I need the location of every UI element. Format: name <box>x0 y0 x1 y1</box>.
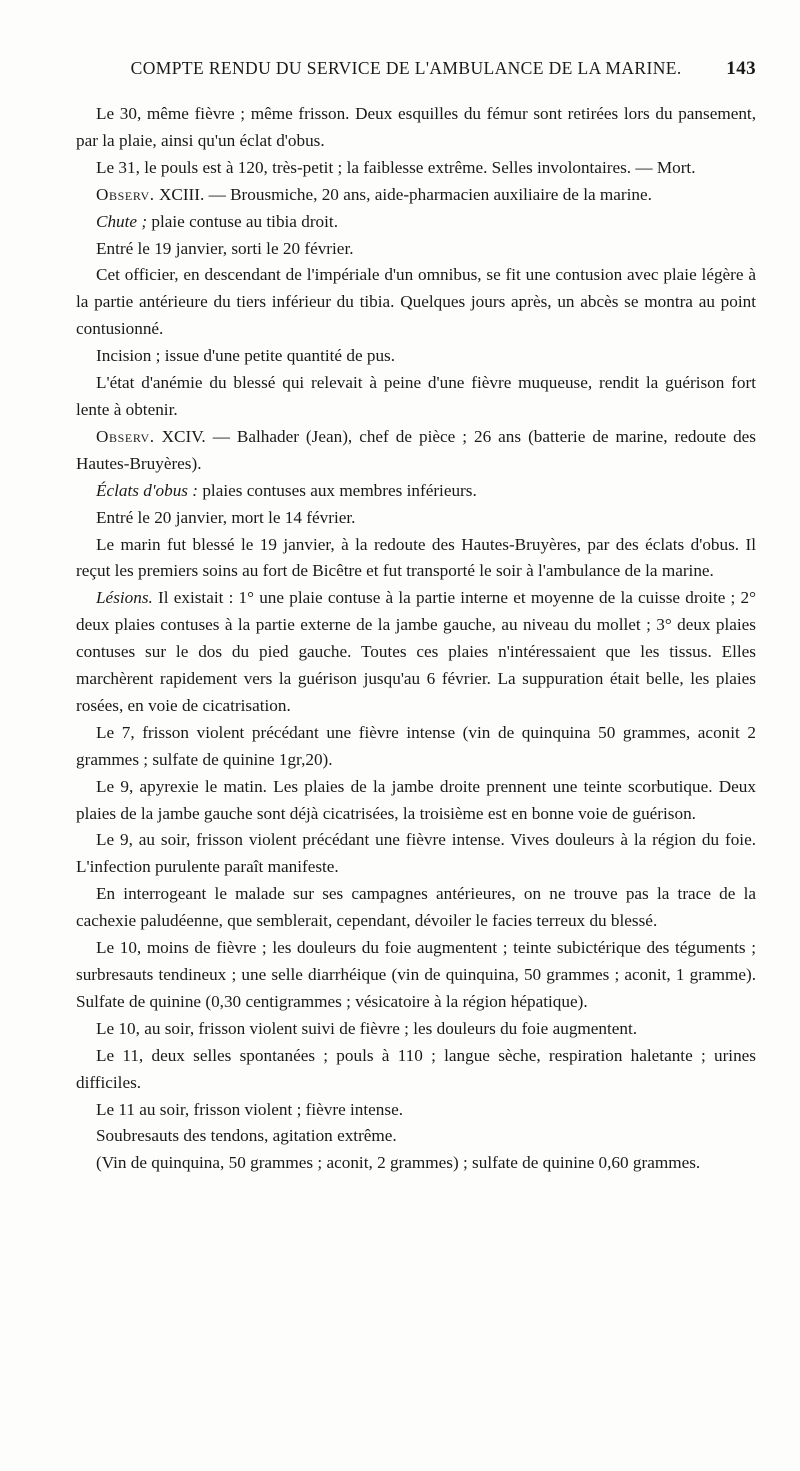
lesions-label: Lésions. <box>96 588 153 608</box>
paragraph: Le 30, même fièvre ; même frisson. Deux esquilles du fémur sont retirées lors du pansement, par la plaie, ainsi qu'un éclat d'obus. <box>76 104 756 150</box>
paragraph: Éclats d'obus : plaies contuses aux membres inférieurs. <box>96 480 477 500</box>
diagnosis-label: Éclats d'obus : <box>96 480 199 500</box>
text-body <box>76 101 756 1177</box>
paragraph: Le marin fut blessé le 19 janvier, à la redoute des Hautes-Bruyères, par des éclats d'obus. Il reçut les premiers soins au fort de Bicêtre et fut transporté le soir à l'ambulance de la marine. <box>76 534 756 581</box>
paragraph: Cet officier, en descendant de l'impériale d'un omnibus, se fit une contusion avec plaie légère à la partie antérieure du tiers inférieur du tibia. Quelques jours après, un abcès se montra au point contusionné. <box>76 265 756 339</box>
paragraph: Le 9, au soir, frisson violent précédant une fièvre intense. Vives douleurs à la région du foie. L'infection purulente paraît manifeste. <box>76 830 756 877</box>
paragraph: Incision ; issue d'une petite quantité de pus. <box>96 346 396 366</box>
paragraph: Le 10, moins de fièvre ; les douleurs du foie augmentent ; teinte subictérique des téguments ; surbresauts tendineux ; une selle diarrhéique (vin de quinquina, 50 grammes ; aconit, 1 gramme). Sulfate de quinine (0,30 centigrammes ; vésicatoire à la région hépatique). <box>76 938 756 1011</box>
paragraph: Chute ; plaie contuse au tibia droit. <box>96 211 338 231</box>
paragraph: Le 31, le pouls est à 120, très-petit ; la faiblesse extrême. Selles involontaires. — Mort. <box>96 157 696 177</box>
paragraph: (Vin de quinquina, 50 grammes ; aconit, 2 grammes) ; sulfate de quinine 0,60 grammes. <box>96 1153 701 1173</box>
paragraph: Le 9, apyrexie le matin. Les plaies de la jambe droite prennent une teinte scorbutique. Deux plaies de la jambe gauche sont déjà cicatrisées, la troisième est en bonne voie de guérison. <box>76 776 756 823</box>
paragraph: Entré le 19 janvier, sorti le 20 février. <box>96 238 354 258</box>
diagnosis-label: Chute ; <box>96 211 148 231</box>
observation-label: Observ. <box>96 426 155 446</box>
observation-heading: Observ. XCIII. — Brousmiche, 20 ans, aide-pharmacien auxiliaire de la marine. <box>96 184 652 204</box>
paragraph: Soubresauts des tendons, agitation extrême. <box>96 1126 397 1146</box>
paragraph: Le 10, au soir, frisson violent suivi de fièvre ; les douleurs du foie augmentent. <box>96 1018 638 1038</box>
paragraph: Le 11 au soir, frisson violent ; fièvre intense. <box>96 1099 404 1119</box>
observation-label: Observ. <box>96 184 155 204</box>
running-title: COMPTE RENDU DU SERVICE DE L'AMBULANCE DE LA MARINE. <box>130 58 682 78</box>
paragraph: En interrogeant le malade sur ses campagnes antérieures, on ne trouve pas la trace de la cachexie paludéenne, que semblerait, cependant, dévoiler le facies terreux du blessé. <box>76 884 756 931</box>
paragraph: Le 7, frisson violent précédant une fièvre intense (vin de quinquina 50 grammes, aconit 2 grammes ; sulfate de quinine 1gr,20). <box>76 722 756 769</box>
paragraph: Le 11, deux selles spontanées ; pouls à 110 ; langue sèche, respiration haletante ; urines difficiles. <box>76 1045 756 1092</box>
page-number: 143 <box>726 58 756 79</box>
running-header <box>76 58 756 92</box>
observation-heading: Observ. XCIV. — Balhader (Jean), chef de pièce ; 26 ans (batterie de marine, redoute des Hautes-Bruyères). <box>76 426 756 473</box>
paragraph: Lésions. Il existait : 1° une plaie contuse à la partie interne et moyenne de la cuisse droite ; 2° deux plaies contuses à la partie externe de la jambe gauche, au niveau du mollet ; 3° deux plaies contuses sur le dos du pied gauche. Toutes ces plaies n'intéressaient que les tissus. Elles marchèrent rapidement vers la guérison jusqu'au 6 février. La suppuration était belle, les plaies rosées, en voie de cicatrisation. <box>76 588 756 715</box>
paragraph: Entré le 20 janvier, mort le 14 février. <box>96 507 356 527</box>
paragraph: L'état d'anémie du blessé qui relevait à peine d'une fièvre muqueuse, rendit la guérison fort lente à obtenir. <box>76 373 756 419</box>
